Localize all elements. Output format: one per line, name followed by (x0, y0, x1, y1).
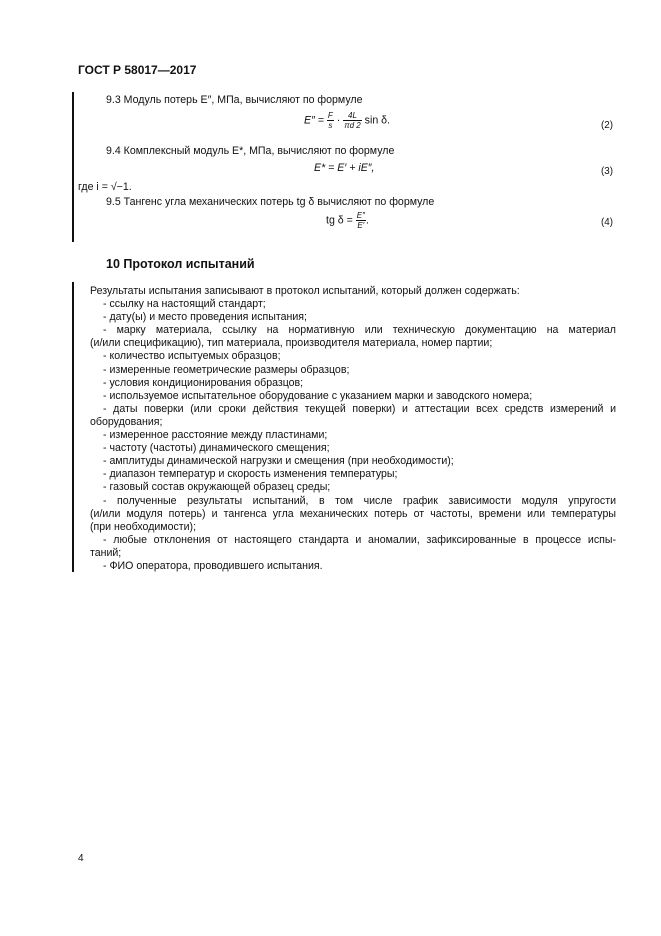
protocol-item: - даты поверки (или сроки действия текущей поверки) и аттестации всех средств измерений и (103, 402, 616, 415)
change-bar (72, 282, 74, 572)
protocol-item: - любые отклонения от настоящего стандарта и аномалии, зафиксированные в процессе испы- (103, 533, 616, 546)
protocol-item: - дату(ы) и место проведения испытания; (103, 311, 307, 324)
protocol-item: - ссылку на настоящий стандарт; (103, 298, 266, 310)
clause-where: где i = √−1. (78, 181, 132, 193)
protocol-item: - марку материала, ссылку на нормативную или техническую документацию на материал (103, 324, 616, 337)
eq-number-4: (4) (601, 217, 613, 228)
formula-2-frac-g: $\frac{4L}{\pi d 2}$ (344, 111, 361, 130)
protocol-item: - ФИО оператора, проводившего испытания. (103, 560, 323, 572)
section-title: 10 Протокол испытаний (106, 257, 255, 271)
eq-number-2: (2) (601, 120, 613, 131)
eq-number-3: (3) (601, 166, 613, 177)
clause-9-5: 9.5 Тангенс угла механических потерь tg δ вычисляют по формуле (106, 196, 435, 208)
page-number: 4 (78, 853, 84, 864)
clause-9-3: 9.3 Модуль потерь E″, МПа, вычисляют по формуле (106, 94, 363, 106)
protocol-item: (и/или спецификацию), тип материала, производителя материала, номер партии; (90, 337, 493, 350)
change-bar (72, 92, 74, 242)
protocol-item: - газовый состав окружающей образец среды; (103, 481, 331, 494)
protocol-item: - частоту (частоты) динамического смещения; (103, 442, 330, 455)
formula-4-lhs: tg δ = (326, 214, 353, 227)
formula-2-lhs: E″ = (304, 114, 324, 127)
protocol-item: - измеренное расстояние между пластинами; (103, 429, 328, 441)
protocol-item: - условия кондиционирования образцов; (103, 376, 304, 389)
protocol-item: оборудования; (90, 415, 163, 428)
protocol-item: таний; (90, 546, 122, 559)
page-header: ГОСТ Р 58017—2017 (78, 63, 197, 77)
protocol-item: - количество испытуемых образцов; (103, 350, 281, 363)
protocol-intro: Результаты испытания записывают в протокол испытаний, который должен содержать: (90, 285, 520, 297)
protocol-item: - диапазон температур и скорость изменения температуры; (103, 468, 398, 481)
formula-4-frac: $\frac{E''}{E'}$ (356, 211, 365, 230)
protocol-item: (и/или модуля потерь) и тангенса угла механических потерь от частоты, времени или температуры (90, 507, 616, 520)
protocol-item: - используемое испытательное оборудование с указанием марки и заводского номера; (103, 389, 533, 402)
formula-2: E″ = $\frac{F}{s}$ · $\frac{4L}{\pi d 2}$ sin δ. (304, 111, 390, 130)
protocol-item: - измеренные геометрические размеры образцов; (103, 363, 350, 376)
formula-3: E* = E′ + iE″, (314, 162, 375, 174)
protocol-item: (при необходимости); (90, 520, 197, 533)
protocol-item: - амплитуды динамической нагрузки и смещения (при необходимости); (103, 455, 454, 468)
protocol-item: - полученные результаты испытаний, в том числе график зависимости модуля упругости (103, 494, 616, 507)
formula-4: tg δ = $\frac{E''}{E'}$ . (326, 211, 369, 230)
clause-9-4: 9.4 Комплексный модуль E*, МПа, вычисляют по формуле (106, 145, 395, 157)
formula-2-frac-f: $\frac{F}{s}$ (327, 111, 333, 130)
